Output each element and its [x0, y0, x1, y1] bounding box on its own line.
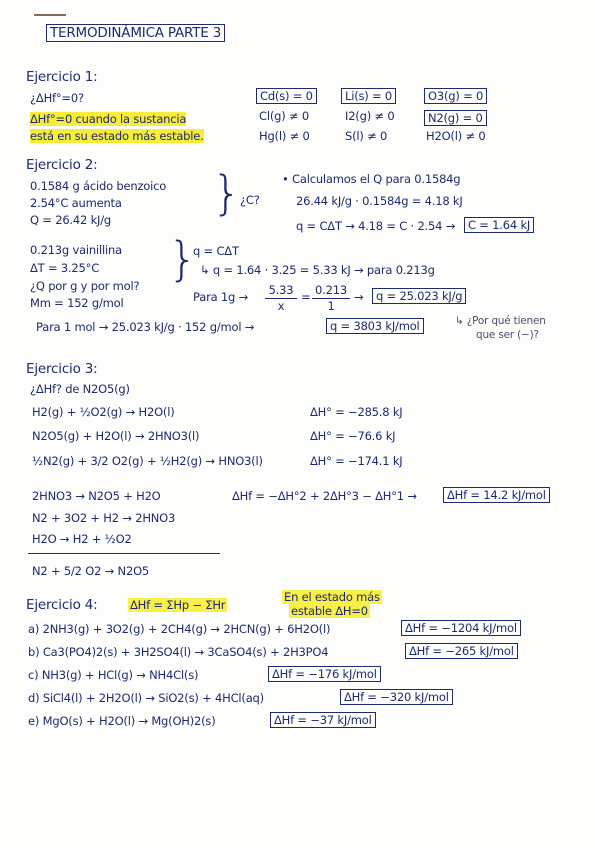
pen-mark [34, 14, 66, 16]
e2-heading: Ejercicio 2: [26, 157, 98, 173]
e4-reaction-e: e) MgO(s) + H2O(l) → Mg(OH)2(s) [28, 714, 216, 728]
frac-arrow: → [354, 290, 364, 304]
e2-data-mm: Mm = 152 g/mol [30, 296, 124, 310]
e2-per-gram: Para 1g → [193, 290, 249, 304]
e1-h2o: H2O(l) ≠ 0 [426, 129, 486, 143]
e4-result-e: ΔHf = −37 kJ/mol [270, 712, 376, 728]
page-title: TERMODINÁMICA PARTE 3 [46, 24, 225, 42]
e2-eq-q: q = CΔT [193, 244, 239, 258]
frac1-den: x [277, 299, 285, 313]
e4-heading: Ejercicio 4: [26, 597, 98, 613]
e1-heading: Ejercicio 1: [26, 69, 98, 85]
e1-box-n2: N2(g) = 0 [424, 110, 487, 126]
e1-question: ¿ΔHf°=0? [30, 91, 84, 105]
e3-heading: Ejercicio 3: [26, 361, 98, 377]
e3-reaction-1: H2(g) + ½O2(g) → H2O(l) [32, 405, 175, 419]
e4-result-c: ΔHf = −176 kJ/mol [268, 666, 381, 682]
e4-note-line1: En el estado más [284, 590, 380, 604]
e4-note-line2: estable ΔH=0 [291, 604, 368, 618]
e2-step-c: q = CΔT → 4.18 = C · 2.54 → [296, 219, 456, 233]
e2-data-dt: ΔT = 3.25°C [30, 261, 100, 275]
e1-hg: Hg(l) ≠ 0 [259, 129, 310, 143]
frac1-num: 5.33 [268, 283, 294, 297]
e1-i2: I2(g) ≠ 0 [345, 109, 395, 123]
e3-step-2: N2 + 3O2 + H2 → 2HNO3 [32, 511, 176, 525]
e3-reaction-2: N2O5(g) + H2O(l) → 2HNO3(l) [32, 429, 200, 443]
e4-reaction-b: b) Ca3(PO4)2(s) + 3H2SO4(l) → 3CaSO4(s) + 2H3PO4 [28, 645, 329, 659]
e3-final-reaction: N2 + 5/2 O2 → N2O5 [32, 564, 150, 578]
e3-dh-1: ΔH° = −285.8 kJ [310, 405, 403, 419]
e4-formula: ΔHf = ΣHp − ΣHr [130, 598, 226, 612]
e2-side-note-2: que ser (−)? [476, 329, 539, 341]
e2-brace-2: } [168, 232, 198, 286]
frac2-den: 1 [327, 299, 335, 313]
e4-result-d: ΔHf = −320 kJ/mol [340, 689, 453, 705]
e2-result-per-gram: q = 25.023 kJ/g [372, 288, 466, 304]
e3-subtitle: ¿ΔHf? de N2O5(g) [30, 382, 130, 396]
e2-result-c: C = 1.64 kJ [464, 217, 534, 233]
e3-calc: ΔHf = −ΔH°2 + 2ΔH°3 − ΔH°1 → [232, 489, 417, 503]
e1-s: S(l) ≠ 0 [345, 129, 388, 143]
e4-result-a: ΔHf = −1204 kJ/mol [401, 620, 521, 636]
e2-data-ask: ¿Q por g y por mol? [30, 279, 140, 293]
e2-per-mol: Para 1 mol → 25.023 kJ/g · 152 g/mol → [36, 320, 255, 334]
e2-q-calc: ↳ q = 1.64 · 3.25 = 5.33 kJ → para 0.213g [200, 263, 435, 277]
e2-data-vanillin: 0.213g vainillina [30, 243, 122, 257]
e2-data-mass: 0.1584 g ácido benzoico [30, 179, 167, 193]
e3-sum-line [28, 553, 220, 554]
frac-equals: = [301, 290, 311, 304]
e4-reaction-c: c) NH3(g) + HCl(g) → NH4Cl(s) [28, 668, 199, 682]
e1-box-cd: Cd(s) = 0 [256, 88, 317, 104]
e2-data-temp: 2.54°C aumenta [30, 196, 122, 210]
e2-ask-c: ¿C? [240, 193, 260, 207]
e2-brace-1: } [212, 166, 242, 220]
e4-reaction-d: d) SiCl4(l) + 2H2O(l) → SiO2(s) + 4HCl(aq) [28, 691, 264, 705]
e3-step-3: H2O → H2 + ½O2 [32, 532, 132, 546]
e2-data-q: Q = 26.42 kJ/g [30, 213, 112, 227]
e2-side-note-1: ↳ ¿Por qué tienen [455, 315, 546, 327]
e3-result: ΔHf = 14.2 kJ/mol [443, 487, 550, 503]
e3-dh-2: ΔH° = −76.6 kJ [310, 429, 396, 443]
e1-note-line1: ΔHf°=0 cuando la sustancia [30, 112, 187, 126]
e2-step-title: • Calculamos el Q para 0.1584g [282, 172, 461, 186]
e2-result-per-mol: q = 3803 kJ/mol [326, 318, 424, 334]
frac2-num: 0.213 [315, 283, 347, 297]
e1-box-o3: O3(g) = 0 [424, 88, 487, 104]
e3-reaction-3: ½N2(g) + 3/2 O2(g) + ½H2(g) → HNO3(l) [32, 454, 263, 468]
e1-cl: Cl(g) ≠ 0 [259, 109, 309, 123]
e3-step-1: 2HNO3 → N2O5 + H2O [32, 489, 161, 503]
e4-reaction-a: a) 2NH3(g) + 3O2(g) + 2CH4(g) → 2HCN(g) + 6H2O(l) [28, 622, 331, 636]
e4-result-b: ΔHf = −265 kJ/mol [405, 643, 518, 659]
e1-box-li: Li(s) = 0 [341, 88, 396, 104]
e2-step-q: 26.44 kJ/g · 0.1584g = 4.18 kJ [296, 194, 463, 208]
e1-note-line2: está en su estado más estable. [30, 129, 204, 143]
e3-dh-3: ΔH° = −174.1 kJ [310, 454, 403, 468]
